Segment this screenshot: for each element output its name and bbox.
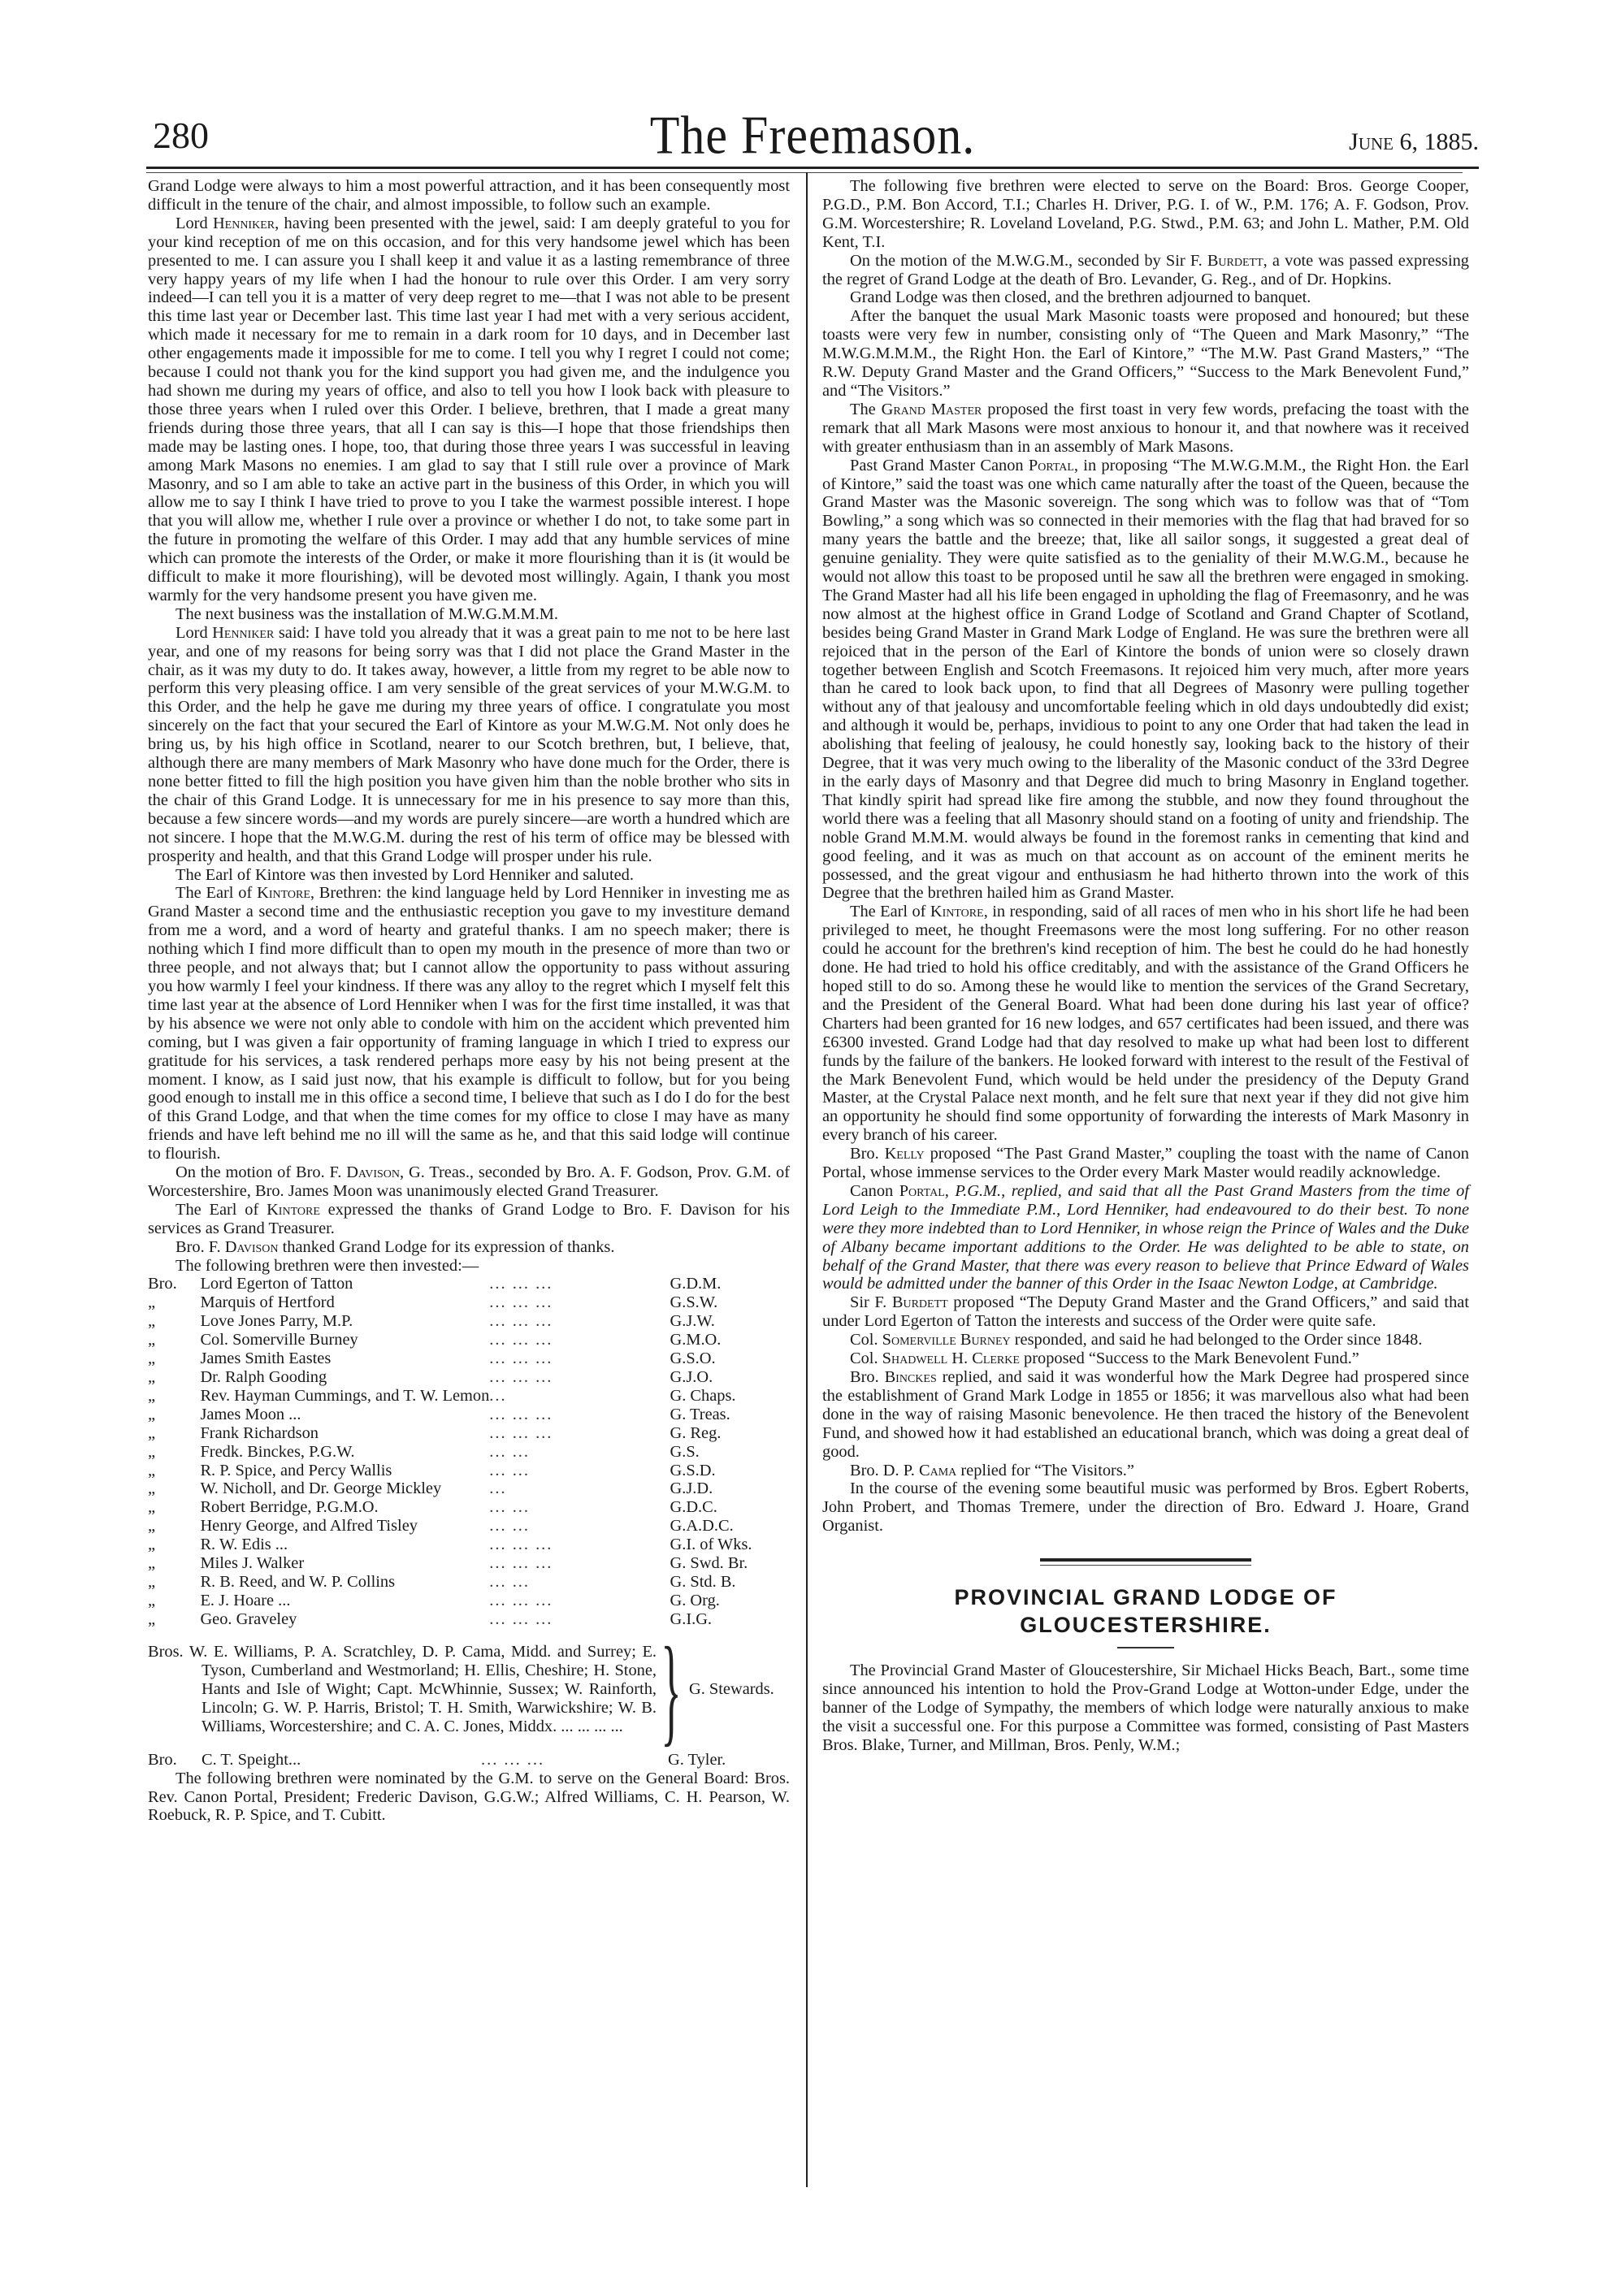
paragraph: Canon Portal, P.G.M., replied, and said that all the Past Grand Masters from the time of Lord Leigh to the Immediate P.M., Lord Henniker, had endeavoured to do their best. To none were they more indebted than to Lord Henniker, in whose reign the Prince of Wales and the Duke of Albany became important additions to the Order. He was delighted to be able to state, on behalf of the Grand Master, that there was every reason to believe that Prince Edward of Wales would be admitted under the banner of this Order in the Isaac Newton Lodge, at Cambridge. [822, 1181, 1469, 1293]
officer-name: R. P. Spice, and Percy Wallis [200, 1461, 392, 1479]
speaker-name: Portal [1028, 456, 1074, 474]
officer-name: Miles J. Walker [200, 1554, 305, 1573]
paragraph: The Grand Master proposed the first toast in very few words, prefacing the toast with the remark that all Mark Masons were most anxious to honour it, and that nowhere was it received with greater enthusiasm than in an assembly of Mark Masons. [822, 400, 1469, 456]
officer-name: James Smith Eastes [200, 1349, 332, 1368]
speaker-name: Henniker [212, 623, 275, 642]
officer-row [148, 1517, 790, 1536]
paragraph: Past Grand Master Canon Portal, in proposing “The M.W.G.M.M., the Right Hon. the Earl of Kintore,” said the toast was one which came naturally after the toast of the Queen, because the Grand Master was the Masonic sovereign. The song which was to follow was that of “Tom Bowling,” a song which was so connected in their memories with the flag that had braved for so many years the battle and the breeze; that, like all sailor songs, it suggested a great deal of genuine geniality. They were quite satisfied as to the geniality of their M.W.G.M., because he would not allow this toast to be proposed until he saw all the brethren were engaged in smoking. The Grand Master had all his life been engaged in upholding the flag of Freemasonry, and he was now almost at the highest office in Grand Lodge of Scotland and Grand Chapter of Scotland, besides being Grand Master in Grand Mark Lodge of England. He was sure the brethren were all rejoiced that in the person of the Earl of Kintore the bonds of union were so closely drawn together between English and Scotch Freemasons. It rejoiced him very much, after more years than he cared to look back upon, to find that all Degrees of Masonry were pulling together without any of that jealousy and uncomfortable feeling which in old days undoubtedly did exist; and although it would be, perhaps, invidious to point to any one Order that had taken the lead in abolishing that feeling of jealousy, he could honestly say, looking back to the history of their Degree, that it was very much owing to the liberality of the Masonic conduct of the 33rd Degree in the early days of Masonry and that Degree did much to bring Masonry in England together. That kindly spirit had spread like fire among the stubble, and now they found throughout the world there was a feeling that all Masonry should stand on a footing of unity and friendship. The noble Grand M.M.M. would always be found in the foremost ranks in cementing that kind and good feeling, and it was as much on that account as on account of the eminent merits he possessed, and the great vigour and enthusiasm he had hitherto thrown into the work of this Degree that the brethren hailed him as Grand Master. [822, 456, 1469, 903]
officer-name: Marquis of Hertford [200, 1293, 335, 1312]
officer-prefix: „ [148, 1331, 156, 1349]
speaker-name: Davison [224, 1237, 279, 1256]
speaker-name: Burdett [1207, 251, 1263, 270]
brace-icon: } [661, 1622, 682, 1757]
officer-prefix: „ [148, 1349, 156, 1368]
leader-dots: ... ... ... [489, 1312, 553, 1331]
officer-name: Dr. Ralph Gooding [200, 1368, 327, 1386]
officer-row [148, 1498, 790, 1517]
officer-row [148, 1573, 790, 1592]
officer-name: Fredk. Binckes, P.G.W. [200, 1442, 355, 1461]
speaker-name: Kintore [267, 1200, 320, 1219]
paragraph: Col. Somerville Burney responded, and said he had belonged to the Order since 1848. [850, 1331, 1423, 1349]
paragraph: The Earl of Kintore was then invested by Lord Henniker and saluted. [176, 865, 634, 884]
leader-dots: ... ... [489, 1461, 530, 1479]
officer-name: E. J. Hoare ... [200, 1591, 291, 1609]
officer-prefix: „ [148, 1609, 156, 1628]
officer-prefix: „ [148, 1293, 156, 1312]
officer-row [148, 1443, 790, 1462]
paragraph: Bro. F. Davison thanked Grand Lodge for its expression of thanks. [176, 1237, 615, 1256]
section-heading: PROVINCIAL GRAND LODGE OF GLOUCESTERSHIRE. [954, 1585, 1337, 1638]
stewards-office: G. Stewards. [689, 1680, 774, 1699]
paragraph: The Earl of Kintore, Brethren: the kind language held by Lord Henniker in investing me as Grand Master a second time and the enthusiastic reception you gave to my investiture demand from me a word, and a word of hearty and grateful thanks. I am no speech maker; there is nothing which I find more difficult than to open my mouth in the presence of more than two or three people, and not always that; but I cannot allow the opportunity to pass without assuring you how warmly I feel your kindness. If there was any alloy to the regret which I myself felt this time last year at the absence of Lord Henniker when I was for the first time installed, it was that by his absence we were not only able to condole with him on the accident which prevented him coming, but I was given a fair opportunity of framing language in which I tried to express our gratitude for his services, a task rendered perhaps more easy by his not being present at the moment. I know, as I said just now, that his example is difficult to follow, but for you being good enough to install me in this office a second time, I believe that such as I do I do for the best of this Grand Lodge, and that when the time comes for my office to close I may have as many friends and have left behind me no ill will the same as he, and that this said lodge will continue to flourish. [148, 884, 790, 1163]
speaker-name: Shadwell H. Clerke [882, 1349, 1020, 1368]
officer-row [148, 1349, 790, 1368]
paragraph: Lord Henniker said: I have told you already that it was a great pain to me not to be here last year, and one of my reasons for being sorry was that I did not place the Grand Master in the chair, as it was my duty to do. It takes away, however, a little from my regret to be able now to perform this very pleasing office. I am very sensible of the great services of your M.W.G.M. to this Order, and the help he gave me during my three years of office. I congratulate you most sincerely on the fact that your secured the Earl of Kintore as your M.W.G.M. Not only does he bring us, by his high office in Scotland, nearer to our Scotch brethren, but, I believe, that, although there are many members of Mark Masonry who have done much for the Order, there is none better fitted to fill the high position you have given him than the noble brother who sits in the chair of this Grand Lodge. It is unnecessary for me in his presence to say more than this, because a few sincere words—and my words are purely sincere—are worth a hundred which are not sincere. I hope that the M.W.G.M. during the rest of his term of office may be blessed with prosperity and health, and that this Grand Lodge will prosper under his rule. [148, 623, 790, 865]
paragraph: On the motion of Bro. F. Davison, G. Treas., seconded by Bro. A. F. Godson, Prov. G.M. of Worcestershire, Bro. James Moon was unanimously elected Grand Treasurer. [148, 1163, 791, 1200]
officer-office: G.A.D.C. [670, 1517, 734, 1536]
paragraph: The following brethren were nominated by the G.M. to serve on the General Board: Bros. Rev. Canon Portal, President; Frederic Davison, G.G.W.; Alfred Williams, C. H. Pearson, W. Roebuck, R. P. Spice, and T. Cubitt. [148, 1769, 790, 1825]
paragraph: The Earl of Kintore, in responding, said of all races of men who in his short life he had been privileged to meet, he thought Freemasons were the most long suffering. For no other reason could he account for the brethren's kind reception of him. The best he could do he had honestly done. He had tried to hold his office creditably, and with the assistance of the Grand Officers he hoped still to do so. Among these he would like to mention the services of the Grand Secretary, and the President of the General Board. What had been done during his last year of office? Charters had been granted for 16 new lodges, and 657 certificates had been issued, and there was £6300 invested. Grand Lodge had that day resolved to make up what had been lost to different funds by the failure of the bankers. He looked forward with interest to the result of the Festival of the Mark Benevolent Fund, which would be held under the presidency of the Deputy Grand Master, at the Crystal Palace next month, and he felt sure that next year if they did not give him an opportunity he should find some opportunity of forwarding the interests of Mark Masonry in every branch of his career. [822, 903, 1469, 1145]
leader-dots: ... ... ... [489, 1591, 553, 1609]
paragraph: The Provincial Grand Master of Gloucestershire, Sir Michael Hicks Beach, Bart., some time since announced his intention to hold the Prov-Grand Lodge at Wotton-under Edge, under the banner of the Lodge of Sympathy, the members of which lodge were naturally anxious to make the visit a successful one. For this purpose a Committee was formed, consisting of Past Masters Bros. Blake, Turner, and Millman, Bros. Penly, W.M.; [822, 1661, 1469, 1754]
left-column [148, 177, 790, 1825]
officer-row [148, 1406, 790, 1424]
officer-prefix: „ [148, 1517, 156, 1536]
speaker-name: Cama [918, 1461, 957, 1479]
speaker-name: Portal [899, 1181, 945, 1200]
officer-name: R. W. Edis ... [200, 1536, 288, 1554]
leader-dots: ... ... ... [489, 1423, 553, 1442]
leader-dots: ... ... ... [489, 1609, 553, 1628]
leader-dots: ... ... ... [489, 1536, 553, 1554]
paragraph: Col. Shadwell H. Clerke proposed “Success to the Mark Benevolent Fund.” [850, 1349, 1359, 1368]
speaker-name: Kelly [884, 1145, 925, 1163]
officer-prefix: „ [148, 1461, 156, 1479]
officer-office: G. Treas. [670, 1405, 730, 1423]
speaker-name: Henniker [212, 214, 275, 232]
masthead-rule-thin [146, 172, 1463, 173]
paragraph: The following brethren were then invested:— [176, 1256, 479, 1275]
officer-row [148, 1368, 790, 1387]
paragraph: Bro. Kelly proposed “The Past Grand Master,” coupling the toast with the name of Canon Portal, whose immense services to the Order every Mark Master would readily acknowledge. [822, 1145, 1469, 1182]
section-divider-thin [1040, 1565, 1251, 1566]
officer-office: G. Tyler. [668, 1750, 726, 1769]
officer-prefix: „ [148, 1498, 156, 1517]
leader-dots: ... ... [489, 1442, 530, 1461]
officer-row [148, 1331, 790, 1349]
officer-office: G.J.W. [670, 1312, 715, 1331]
leader-dots: ... [489, 1479, 507, 1498]
officer-name: R. B. Reed, and W. P. Collins [200, 1572, 396, 1591]
speaker-name: Somerville Burney [882, 1331, 1011, 1349]
column-divider [806, 172, 808, 2187]
paragraph: On the motion of the M.W.G.M., seconded by Sir F. Burdett, a vote was passed expressing the regret of Grand Lodge at the death of Bro. Levander, G. Reg., and of Dr. Hopkins. [822, 251, 1469, 288]
officer-name: W. Nicholl, and Dr. George Mickley [200, 1479, 442, 1498]
paragraph: The next business was the installation of M.W.G.M.M.M. [176, 604, 559, 623]
stewards-names: Bros. W. E. Williams, P. A. Scratchley, D. P. Cama, Midd. and Surrey; E. Tyson, Cumberland and Westmorland; H. Ellis, Cheshire; H. Stone, Hants and Isle of Wight; Capt. McWhinnie, Sussex; W. Rainforth, Lincoln; G. W. P. Harris, Bristol; T. H. Smith, Warwickshire; W. B. Williams, Worcestershire; and C. A. C. Jones, Middx. ... ... ... ... [148, 1643, 657, 1736]
officer-office: G. Org. [670, 1591, 720, 1609]
officer-office: G. Chaps. [670, 1386, 736, 1405]
officer-row [148, 1424, 790, 1443]
officer-office: G.I.G. [670, 1609, 713, 1628]
leader-dots: ... ... [489, 1498, 530, 1517]
leader-dots: ... ... ... [489, 1275, 553, 1293]
officer-name: C. T. Speight... [202, 1750, 301, 1769]
officer-row [148, 1275, 790, 1293]
officer-office: G.S.W. [670, 1293, 718, 1312]
paragraph: Sir F. Burdett proposed “The Deputy Grand Master and the Grand Officers,” and said that under Lord Egerton of Tatton the interests and success of the Order were quite safe. [822, 1293, 1470, 1331]
officer-row [148, 1610, 790, 1629]
officer-prefix: „ [148, 1536, 156, 1554]
officer-name: Robert Berridge, P.G.M.O. [200, 1498, 379, 1517]
officer-name: Lord Egerton of Tatton [200, 1275, 353, 1293]
paragraph: Grand Lodge were always to him a most powerful attraction, and it has been consequently most difficult in the tenure of the chair, and almost impossible, to follow such an example. [148, 177, 790, 214]
officer-prefix: „ [148, 1386, 156, 1405]
officer-prefix: Bro. [148, 1275, 177, 1293]
leader-dots: ... ... ... [489, 1405, 553, 1423]
page-number: 280 [153, 115, 209, 156]
officer-office: G.I. of Wks. [670, 1536, 752, 1554]
heading-underline [1117, 1647, 1174, 1648]
masthead-rule [146, 167, 1479, 169]
officer-office: G.S.D. [670, 1461, 716, 1479]
leader-dots: ... ... ... [489, 1331, 553, 1349]
speaker-name: Davison [346, 1163, 401, 1182]
officer-office: G.M.O. [670, 1331, 722, 1349]
officer-prefix: „ [148, 1423, 156, 1442]
officer-office: G.D.M. [670, 1275, 722, 1293]
tyler-row: Bro. C. T. Speight... ... ... ... G. Tyler. [148, 1751, 790, 1770]
officer-office: G. Std. B. [670, 1572, 736, 1591]
officer-row [148, 1554, 790, 1573]
paragraph: The following five brethren were elected to serve on the Board: Bros. George Cooper, P.G.D., P.M. Bon Accord, T.I.; Charles H. Driver, P.G. I. of W., P.M. 176; A. F. Godson, Prov. G.M. Worcestershire; R. Loveland Loveland, P.G. Stwd., P.M. 63; and John L. Mather, P.M. Old Kent, T.I. [822, 177, 1469, 251]
leader-dots: ... ... [489, 1517, 530, 1536]
masthead [146, 104, 1479, 169]
speaker-name: Binckes [884, 1368, 937, 1386]
officer-row [148, 1479, 790, 1498]
officer-office: G. Reg. [670, 1423, 722, 1442]
officer-prefix: „ [148, 1368, 156, 1386]
newspaper-title: The Freemason. [649, 105, 976, 166]
issue-date: June 6, 1885. [1349, 128, 1479, 155]
officer-office: G.D.C. [670, 1498, 717, 1517]
officer-name: Rev. Hayman Cummings, and T. W. Lemon [200, 1386, 490, 1405]
officer-office: G.S.O. [670, 1349, 716, 1368]
officer-name: James Moon ... [200, 1405, 301, 1423]
speaker-name: Grand Master [881, 400, 982, 418]
speaker-name: Kintore [930, 903, 984, 921]
officer-name: Love Jones Parry, M.P. [200, 1312, 353, 1331]
paragraph: Bro. Binckes replied, and said it was wonderful how the Mark Degree had prospered since the establishment of Grand Mark Lodge in 1855 or 1856; it was marvellous also what had been done in the way of raising Masonic benevolence. He then traced the history of the Benevolent Fund, and showed how it had established an educational branch, which was doing a great deal of good. [822, 1368, 1469, 1461]
leader-dots: ... [489, 1386, 507, 1405]
officer-row [148, 1592, 790, 1610]
right-column [822, 177, 1469, 1755]
officer-prefix: „ [148, 1591, 156, 1609]
officer-office: G.J.O. [670, 1368, 713, 1386]
officer-prefix: „ [148, 1572, 156, 1591]
officer-row [148, 1462, 790, 1480]
leader-dots: ... ... ... [489, 1293, 553, 1312]
officer-row [148, 1387, 790, 1406]
officer-row [148, 1536, 790, 1554]
paragraph: After the banquet the usual Mark Masonic toasts were proposed and honoured; but these toasts were very few in number, consisting only of “The Queen and Mark Masonry,” “The M.W.G.M.M.M., the Right Hon. the Earl of Kintore,” “The M.W. Past Grand Masters,” “The R.W. Deputy Grand Master and the Grand Officers,” “Success to the Mark Benevolent Fund,” and “The Visitors.” [822, 307, 1469, 400]
officer-prefix: „ [148, 1312, 156, 1331]
officer-name: Col. Somerville Burney [200, 1331, 358, 1349]
officer-office: G.J.D. [670, 1479, 713, 1498]
speaker-name: Burdett [891, 1293, 948, 1312]
leader-dots: ... ... [489, 1572, 530, 1591]
officer-prefix: „ [148, 1405, 156, 1423]
officer-prefix: „ [148, 1442, 156, 1461]
officer-office: G. Swd. Br. [670, 1554, 748, 1573]
officer-name: Geo. Graveley [200, 1609, 297, 1628]
officer-prefix: „ [148, 1479, 156, 1498]
paragraph: The Earl of Kintore expressed the thanks of Grand Lodge to Bro. F. Davison for his services as Grand Treasurer. [148, 1200, 790, 1237]
officer-office: G.S. [670, 1442, 700, 1461]
paragraph: Lord Henniker, having been presented with the jewel, said: I am deeply grateful to you for your kind reception of me on this occasion, and for this very handsome jewel which has been presented to me. I can assure you I shall keep it and value it as a lasting remembrance of three very happy years of my life when I had the honour to rule over this Order. I am very sorry indeed—I can tell you it is a matter of very deep regret to me—that I was not able to be present this time last year or December last. This time last year I had met with a very serious accident, which made it necessary for me to remain in a dark room for 10 days, and in December last other engagements made it impossible for me to come. I tell you why I regret I could not come; because I could not thank you for the kind support you had given me, and the indulgence you had shown me during my years of office, and also to tell you how I look back with pleasure to those three years when I ruled over this Order. I believe, brethren, that I made a great many friends during those three years, that all I can say is this—I hope that those friendships then made may be lasting ones. I hope, too, that during those three years I was successful in leaving among Mark Masons no enemies. I am glad to say that I still rule over a province of Mark Masonry, and so I am able to take an active part in the business of this Order, in which you will allow me to say I think I have tried to prove to you I take the warmest possible interest. I hope that you will allow me, whether I rule over a province or whether I do not, to take some part in the future in promoting the welfare of this Order. I may add that any humble services of mine which can promote the interests of the Order, or make it more flourishing than it is (it would be difficult to make it more flourishing), will be devoted most willingly. Again, I thank you most warmly for the very handsome present you have given me. [148, 214, 791, 604]
officer-prefix: „ [148, 1554, 156, 1573]
officer-name: Henry George, and Alfred Tisley [200, 1517, 418, 1536]
speaker-name: Kintore [257, 884, 310, 903]
stewards-entry [148, 1622, 790, 1757]
leader-dots: ... ... ... [489, 1554, 553, 1573]
officer-row [148, 1293, 790, 1312]
officers-table [148, 1275, 790, 1628]
leader-dots: ... ... ... [489, 1349, 553, 1368]
paragraph: In the course of the evening some beautiful music was performed by Bros. Egbert Roberts, John Probert, and Thomas Tremere, under the direction of Bro. Edward J. Hoare, Grand Organist. [822, 1479, 1469, 1536]
section-divider [1040, 1558, 1251, 1562]
leader-dots: ... ... ... [489, 1368, 553, 1386]
paragraph: Grand Lodge was then closed, and the brethren adjourned to banquet. [850, 288, 1311, 307]
officer-row [148, 1312, 790, 1331]
officer-name: Frank Richardson [200, 1423, 319, 1442]
paragraph: Bro. D. P. Cama replied for “The Visitors.” [850, 1461, 1134, 1479]
